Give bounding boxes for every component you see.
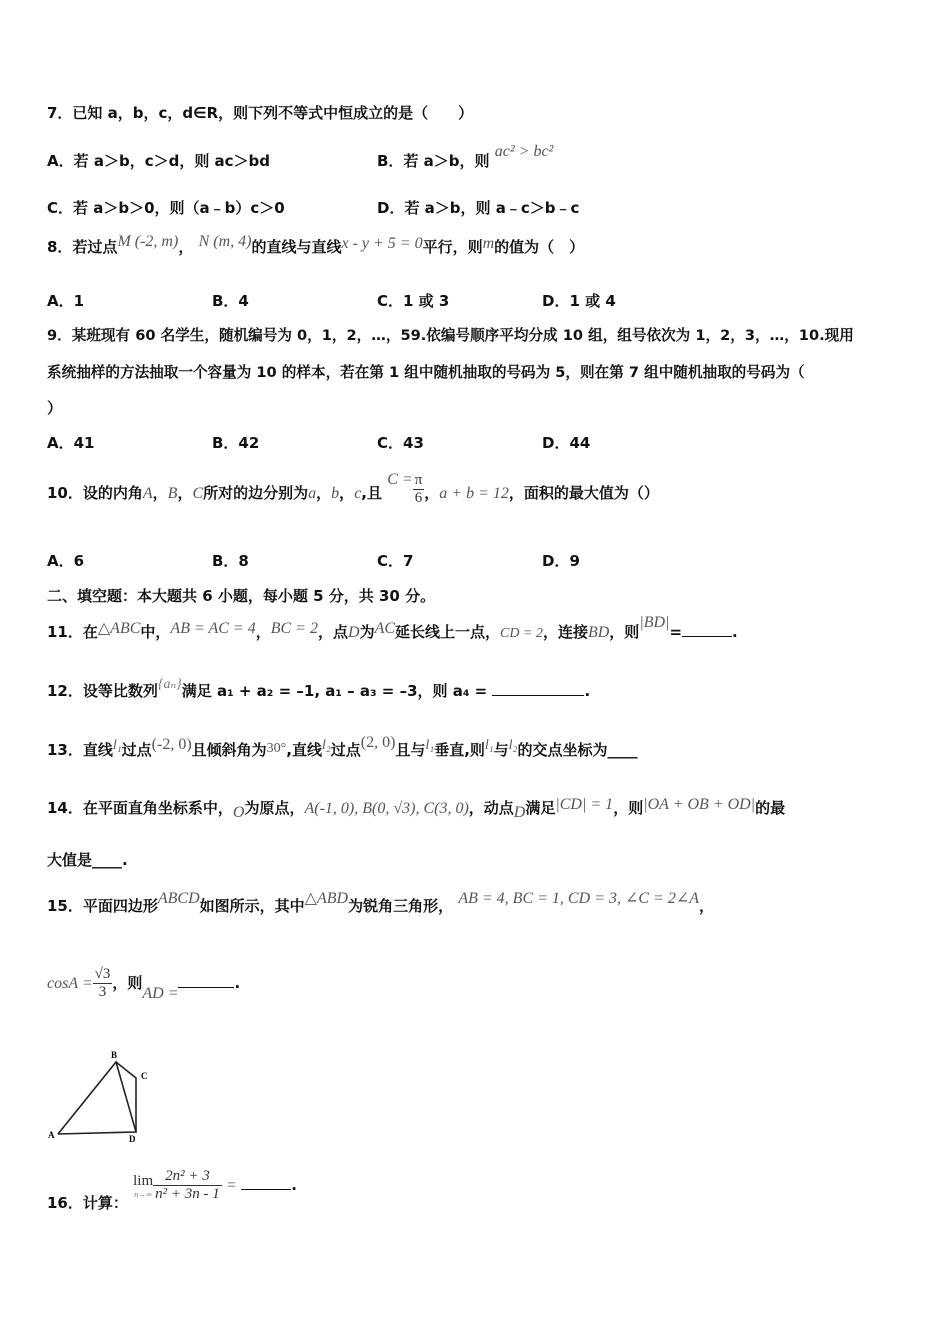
q9-line-2: 系统抽样的方法抽取一个容量为 10 的样本，若在第 1 组中随机抽取的号码为 5，则在第 7 组中随机抽取的号码为（ xyxy=(47,364,805,381)
q14-stem-line-2: 大值是____. xyxy=(47,851,128,869)
q11-text-8: = xyxy=(669,623,683,641)
q15-cos-line xyxy=(47,966,240,1001)
q9-option-d: D．44 xyxy=(542,434,591,452)
q16-lim: lim xyxy=(133,1172,154,1189)
q13-text-8: 与 xyxy=(493,741,509,759)
q7-stem: 7．已知 a，b，c，d∈R，则下列不等式中恒成立的是（ ） xyxy=(47,104,474,122)
q8-option-a: A．1 xyxy=(47,292,85,310)
q13-stem xyxy=(47,734,638,760)
q15-label-b: B xyxy=(111,1050,118,1060)
q12-text-2: 满足 a₁ + a₂ = –1, a₁ – a₃ = –3，则 a₄ = xyxy=(181,682,488,700)
q9-option-c: C．43 xyxy=(377,434,424,452)
q15-cos-den: 3 xyxy=(98,984,107,1000)
q11-triangle: △ABC xyxy=(97,620,141,637)
q14-text-3: ，动点 xyxy=(468,799,514,817)
q7-option-a: A．若 a＞b，c＞d，则 ac＞bd xyxy=(47,152,271,170)
q10-angle-a: A xyxy=(142,485,153,502)
q14-text-6: 的最 xyxy=(755,799,786,817)
q16-denominator: n² + 3n - 1 xyxy=(155,1186,220,1202)
q10-option-d: D．9 xyxy=(542,552,580,570)
q15-triangle: △ABD xyxy=(304,890,349,907)
q7-option-c: C．若 a＞b＞0，则（a﹣b）c＞0 xyxy=(47,199,285,217)
q8-option-d: D．1 或 4 xyxy=(542,292,616,310)
q16-answer-blank[interactable] xyxy=(241,1189,291,1190)
q10-pi-over-6 xyxy=(413,472,425,507)
q11-text-3: ，点 xyxy=(317,623,348,641)
q10-frac-num: π xyxy=(414,472,423,488)
q14-text-4: 满足 xyxy=(525,799,556,817)
q13-point-2: (2, 0) xyxy=(360,734,396,751)
q14-cd-condition: |CD| = 1 xyxy=(555,796,614,813)
q13-line-l1-c: l₁ xyxy=(484,738,494,753)
q13-line-l1-b: l₁ xyxy=(425,738,435,753)
q15-cos-lhs: cosA = xyxy=(47,975,93,992)
q15-text-2: 如图所示，其中 xyxy=(199,897,305,915)
q8-text-4: 平行，则 xyxy=(422,238,483,256)
q8-point-n: N (m, 4) xyxy=(198,233,252,250)
q8-line-equation: x - y + 5 = 0 xyxy=(341,235,423,252)
q10-angle-b: B xyxy=(167,485,178,502)
q11-abs-bd: |BD| xyxy=(639,614,670,631)
q8-option-c: C．1 或 3 xyxy=(377,292,450,310)
q7-option-b-math: ac² > bc² xyxy=(494,143,554,160)
q12-text-1: 12．设等比数列 xyxy=(47,682,158,700)
q15-label-c: C xyxy=(141,1071,148,1081)
q13-line-l2: l₂ xyxy=(321,738,331,753)
q14-text-1: 14．在平面直角坐标系中， xyxy=(47,799,233,817)
q15-label-d: D xyxy=(129,1134,136,1144)
q14-text-2: 为原点， xyxy=(244,799,305,817)
q14-point-d: D xyxy=(513,804,526,821)
q11-text-1: 11．在 xyxy=(47,623,98,641)
q15-label-a: A xyxy=(48,1130,55,1140)
q11-text-6: ，连接 xyxy=(542,623,588,641)
q8-option-b: B．4 xyxy=(212,292,249,310)
q16-limit xyxy=(133,1173,153,1199)
q13-point-1: (-2, 0) xyxy=(151,736,192,753)
q15-conditions: AB = 4, BC = 1, CD = 3, ∠C = 2∠A xyxy=(458,890,699,907)
q10-option-c: C．7 xyxy=(377,552,414,570)
q13-text-4: ,直线 xyxy=(286,741,322,759)
q16-lim-sub: n→∞ xyxy=(134,1189,152,1199)
q10-text-2: 所对的边分别为 xyxy=(203,484,309,502)
q15-text-4: ， xyxy=(699,897,715,915)
q8-text-5: 的值为（ ） xyxy=(494,238,585,256)
q11-point-d: D xyxy=(348,624,360,641)
q8-text-2: ， xyxy=(178,238,194,256)
q10-text-1: 10．设的内角 xyxy=(47,484,143,502)
q10-angle-c: C xyxy=(192,485,204,502)
q11-stem: 11．在△ABC中，AB = AC = 4，BC = 2，点D为AC延长线上一点，CD = 2，连接BD，则|BD|= . xyxy=(47,614,738,641)
q13-text-2: 过点 xyxy=(121,741,152,759)
q11-segment-ac: AC xyxy=(374,620,396,637)
q14-text-5: ，则 xyxy=(613,799,644,817)
q15-quadrilateral: ABCD xyxy=(157,890,200,907)
q13-text-6: 且与 xyxy=(395,741,426,759)
q11-cond-1: AB = AC = 4 xyxy=(170,620,256,637)
q13-angle: 30° xyxy=(266,741,287,756)
q9-line-1: 9．某班现有 60 名学生，随机编号为 0，1，2，…，59.依编号顺序平均分成 10 组，组号依次为 1，2，3，…，10.现用 xyxy=(47,327,854,344)
q16-text-1: 16．计算： xyxy=(47,1194,128,1212)
q11-cond-2: BC = 2 xyxy=(270,620,318,637)
q15-cos-num: √3 xyxy=(94,966,111,982)
q13-text-1: 13．直线 xyxy=(47,741,113,759)
q14-points: A(-1, 0), B(0, √3), C(3, 0) xyxy=(304,800,469,817)
q11-text-5: 延长线上一点， xyxy=(395,623,501,641)
q13-text-3: 且倾斜角为 xyxy=(191,741,267,759)
q12-sequence: {aₙ} xyxy=(157,677,182,692)
q10-side-b: b xyxy=(331,485,340,502)
q10-option-a: A．6 xyxy=(47,552,85,570)
q10-stem: 10．设的内角A，B，C所对的边分别为a，b，c,且 C = $\frac{\pi}{6}$ ，a + b = 12，面积的最大值为（） xyxy=(47,471,659,506)
q8-text-3: 的直线与直线 xyxy=(251,238,342,256)
q12-text-3: . xyxy=(584,682,591,700)
q13-text-7: 垂直,则 xyxy=(434,741,485,759)
q12-answer-blank[interactable] xyxy=(492,695,584,696)
q9-line-3: ） xyxy=(47,399,63,417)
q10-side-c: c xyxy=(354,485,362,502)
q15-text-1: 15．平面四边形 xyxy=(47,897,158,915)
q13-text-9: 的交点坐标为____ xyxy=(517,741,638,759)
q15-figure xyxy=(44,1048,164,1144)
q15-text-5: ，则 xyxy=(112,974,143,992)
section-2-heading: 二、填空题：本大题共 6 小题，每小题 5 分，共 30 分。 xyxy=(47,587,436,605)
q15-answer-blank[interactable] xyxy=(178,987,234,988)
q13-line-l1: l₁ xyxy=(112,738,122,753)
q14-stem-line-1 xyxy=(47,796,786,821)
q11-text-2: 中， xyxy=(140,623,171,641)
q15-stem xyxy=(47,890,715,916)
q15-text-3: 为锐角三角形， xyxy=(348,897,454,915)
q11-text-7: ，则 xyxy=(609,623,640,641)
q7-option-d: D．若 a＞b，则 a﹣c＞b﹣c xyxy=(377,199,580,217)
q11-answer-blank[interactable] xyxy=(682,636,732,637)
q16-numerator: 2n² + 3 xyxy=(153,1168,222,1186)
q16-equals: = xyxy=(226,1177,237,1194)
q15-text-6: . xyxy=(234,974,241,992)
q16-fraction xyxy=(153,1168,222,1203)
q10-frac-den: 6 xyxy=(414,490,423,506)
q15-ad-lhs: AD = xyxy=(142,985,179,1002)
q7-option-b-label: B．若 a＞b，则 xyxy=(377,152,490,170)
q11-cond-3: CD = 2 xyxy=(500,626,543,641)
q10-text-4: ，面积的最大值为（） xyxy=(508,484,659,502)
q14-vector-sum: |OA + OB + OD| xyxy=(643,796,756,813)
q10-condition-sum: a + b = 12 xyxy=(439,485,509,502)
q10-option-b: B．8 xyxy=(212,552,249,570)
q10-side-a: a xyxy=(308,485,317,502)
q13-text-5: 过点 xyxy=(330,741,361,759)
q8-text-1: 8．若过点 xyxy=(47,238,118,256)
q12-stem xyxy=(47,677,591,701)
q10-text-3: ,且 xyxy=(361,484,382,502)
q8-point-m: M (-2, m) xyxy=(117,233,179,250)
q10-condition-lhs: C = xyxy=(387,471,413,488)
q11-text-9: . xyxy=(732,623,738,641)
q8-stem xyxy=(47,233,585,257)
q9-option-a: A．41 xyxy=(47,434,95,452)
q15-triangle-abd xyxy=(58,1062,136,1134)
q16-text-2: . xyxy=(291,1176,297,1194)
q14-origin: O xyxy=(232,804,245,821)
q16-stem xyxy=(47,1168,297,1212)
q7-option-b xyxy=(377,143,554,171)
q15-cos-fraction xyxy=(93,966,113,1001)
q9-option-b: B．42 xyxy=(212,434,260,452)
q8-var-m: m xyxy=(482,235,495,252)
q11-segment-bd: BD xyxy=(587,624,610,641)
q13-line-l2-b: l₂ xyxy=(508,738,518,753)
q11-text-4: 为 xyxy=(359,623,375,641)
